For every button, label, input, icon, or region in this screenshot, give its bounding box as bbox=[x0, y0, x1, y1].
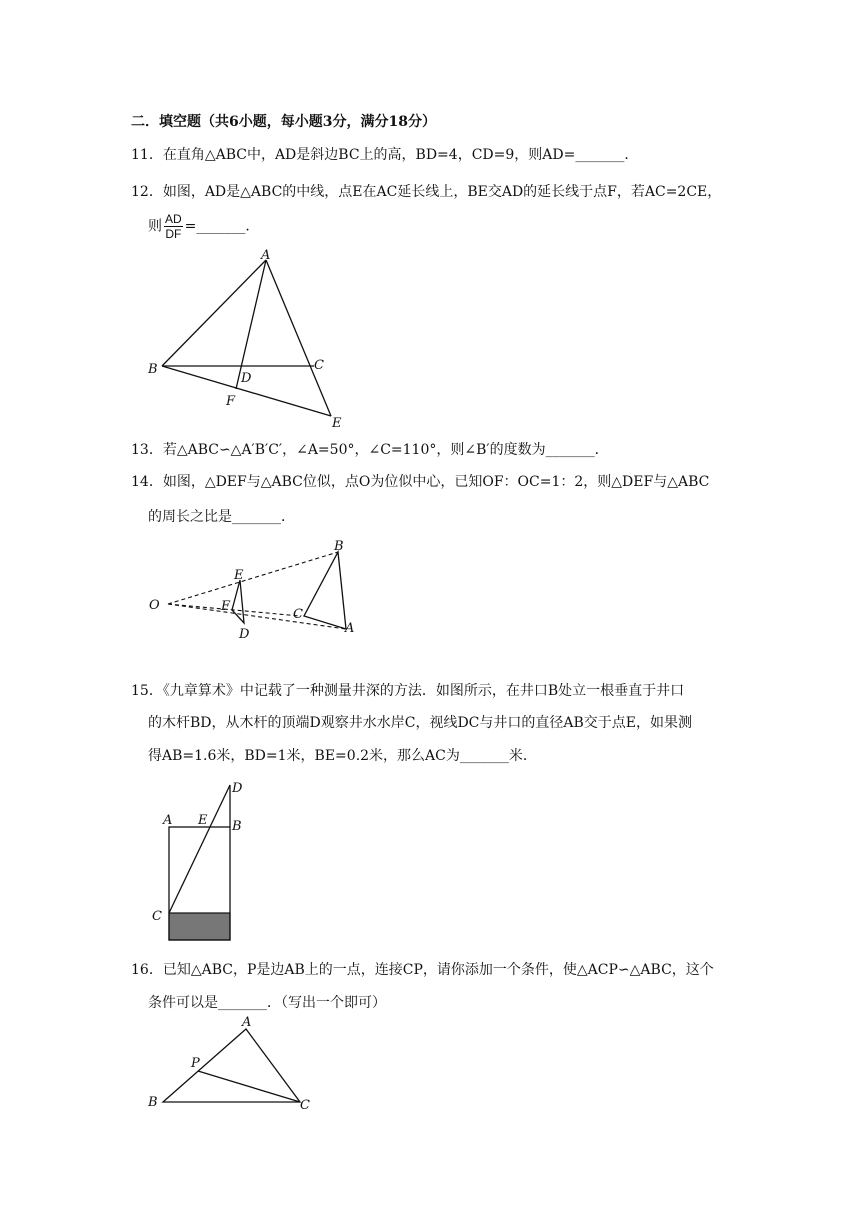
label-a: A bbox=[345, 621, 355, 636]
section-title: 二．填空题（共6小题，每小题3分，满分18分） bbox=[131, 114, 436, 130]
label-b: B bbox=[148, 1095, 158, 1110]
figure-14 bbox=[148, 538, 368, 642]
label-d: D bbox=[241, 371, 252, 386]
label-d: D bbox=[232, 781, 243, 796]
label-d: D bbox=[239, 627, 250, 642]
question-15-line-2: 的木杆BD，从木杆的顶端D观察井水水岸C，视线DC与井口的直径AB交于点E，如果测 bbox=[148, 715, 693, 731]
question-15: 15．《九章算术》中记载了一种测量井深的方法．如图所示，在井口B处立一根垂直于井口 bbox=[131, 683, 685, 699]
ray-ob bbox=[168, 552, 338, 604]
question-11: 11．在直角△ABC中，AD是斜边BC上的高，BD=4，CD=9，则AD=_______． bbox=[131, 147, 639, 163]
ray-oc bbox=[168, 604, 300, 616]
label-e: E bbox=[332, 416, 342, 431]
question-14: 14．如图，△DEF与△ABC位似，点O为位似中心，已知OF：OC=1：2，则△DEF与△ABC bbox=[131, 474, 710, 490]
sight-line-dc bbox=[169, 785, 230, 913]
question-15-line-3: 得AB=1.6米，BD=1米，BE=0.2米，那么AC为_______米． bbox=[148, 748, 537, 764]
segment-ab bbox=[162, 260, 266, 366]
triangle-def bbox=[232, 580, 244, 623]
triangle-abc bbox=[304, 552, 346, 629]
segment-cp bbox=[198, 1071, 300, 1102]
label-c: C bbox=[300, 1098, 310, 1113]
label-a: A bbox=[163, 813, 173, 828]
label-a: A bbox=[242, 1015, 252, 1030]
label-f: F bbox=[226, 394, 236, 409]
figure-12 bbox=[148, 250, 348, 430]
label-c: C bbox=[293, 607, 303, 622]
label-b: B bbox=[148, 362, 158, 377]
label-b: B bbox=[232, 819, 242, 834]
question-13: 13．若△ABC∽△A′B′C′，∠A=50°，∠C=110°，则∠B′的度数为_______． bbox=[131, 442, 609, 458]
label-e: E bbox=[198, 813, 208, 828]
water-surface bbox=[169, 913, 230, 940]
label-p: P bbox=[191, 1056, 200, 1071]
label-c: C bbox=[314, 358, 324, 373]
segment-af bbox=[236, 260, 266, 389]
fraction-numerator: AD bbox=[165, 212, 182, 226]
question-12-blank: =_______． bbox=[184, 218, 260, 235]
question-12-prefix: 则 bbox=[148, 218, 162, 235]
question-16: 16．已知△ABC，P是边AB上的一点，连接CP，请你添加一个条件，使△ACP∽△ABC，这个 bbox=[131, 962, 714, 978]
figure-16 bbox=[148, 1012, 328, 1112]
question-12-line-2 bbox=[148, 212, 259, 241]
fraction-denominator: DF bbox=[165, 227, 182, 241]
question-16-line-2: 条件可以是_______．（写出一个即可） bbox=[148, 995, 386, 1011]
fraction-ad-df bbox=[164, 212, 183, 241]
label-o: O bbox=[149, 598, 160, 613]
label-a: A bbox=[261, 248, 271, 263]
question-14-line-2: 的周长之比是_______． bbox=[148, 509, 295, 525]
label-e: E bbox=[234, 568, 244, 583]
segment-ae bbox=[266, 260, 331, 416]
label-c: C bbox=[152, 909, 162, 924]
question-12: 12．如图，AD是△ABC的中线，点E在AC延长线上，BE交AD的延长线于点F，若AC=2CE， bbox=[131, 184, 722, 200]
label-b: B bbox=[334, 539, 344, 554]
triangle-abc bbox=[163, 1029, 300, 1102]
label-f: F bbox=[221, 599, 231, 614]
ray-oa bbox=[168, 604, 346, 629]
figure-15 bbox=[148, 775, 268, 945]
